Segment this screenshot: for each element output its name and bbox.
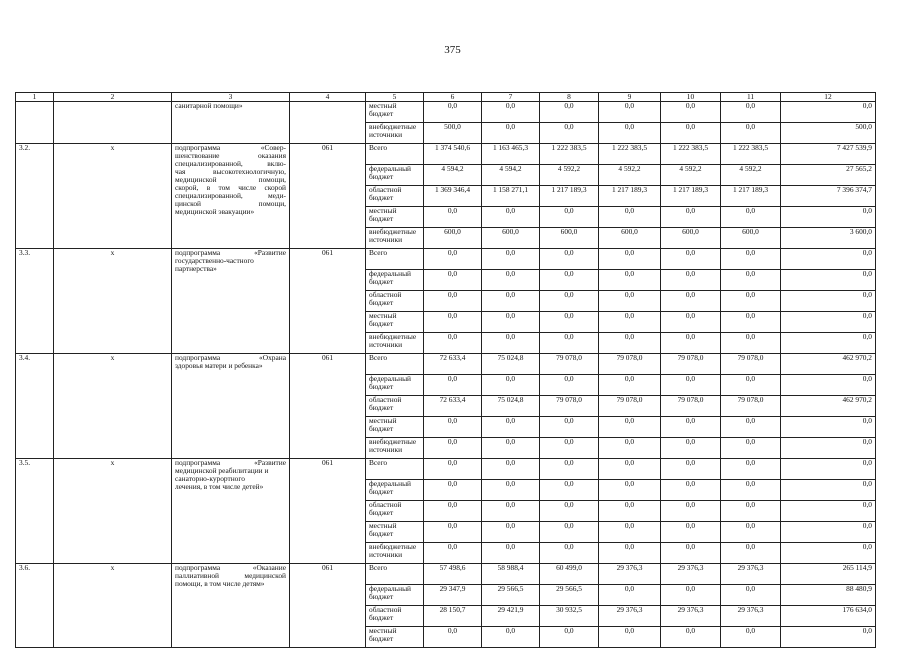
funding-source: Всего xyxy=(366,459,424,480)
value-cell: 29 376,3 xyxy=(721,606,781,627)
program-title-line: подпрограмма «Оказание xyxy=(175,563,286,572)
value-cell: 0,0 xyxy=(599,333,661,354)
value-cell: 0,0 xyxy=(599,312,661,333)
value-cell: 0,0 xyxy=(781,249,876,270)
table-row xyxy=(16,564,876,585)
program-title-line: цинской помощи, xyxy=(175,199,286,208)
value-cell: 79 078,0 xyxy=(540,354,599,375)
value-cell: 0,0 xyxy=(540,207,599,228)
header-cell: 1 xyxy=(16,93,54,102)
value-cell: 0,0 xyxy=(721,459,781,480)
value-cell: 0,0 xyxy=(781,438,876,459)
value-cell: 0,0 xyxy=(599,123,661,144)
value-cell: 0,0 xyxy=(661,480,721,501)
value-cell: 500,0 xyxy=(424,123,482,144)
value-cell: 1 222 383,5 xyxy=(540,144,599,165)
value-cell: 0,0 xyxy=(781,501,876,522)
value-cell: 1 217 189,3 xyxy=(599,186,661,207)
funding-source: местный бюджет xyxy=(366,207,424,228)
value-cell: 1 374 540,6 xyxy=(424,144,482,165)
value-cell: 75 024,8 xyxy=(482,354,540,375)
program-title xyxy=(172,564,290,648)
value-cell: 1 369 346,4 xyxy=(424,186,482,207)
value-cell: 29 376,3 xyxy=(721,564,781,585)
row-code: 3.6. xyxy=(16,564,54,648)
program-title-line: медицинской эвакуации» xyxy=(175,207,255,216)
funding-source: федеральный бюджет xyxy=(366,480,424,501)
value-cell: 1 222 383,5 xyxy=(661,144,721,165)
value-cell: 0,0 xyxy=(721,333,781,354)
program-title xyxy=(172,354,290,459)
value-cell: 30 932,5 xyxy=(540,606,599,627)
value-cell: 0,0 xyxy=(661,375,721,396)
value-cell: 0,0 xyxy=(482,102,540,123)
value-cell: 1 222 383,5 xyxy=(599,144,661,165)
funding-source: местный бюджет xyxy=(366,312,424,333)
value-cell: 0,0 xyxy=(661,543,721,564)
value-cell: 462 970,2 xyxy=(781,396,876,417)
row-marker: х xyxy=(54,249,172,354)
table-row xyxy=(16,144,876,165)
value-cell: 0,0 xyxy=(599,417,661,438)
value-cell: 0,0 xyxy=(540,417,599,438)
header-cell: 5 xyxy=(366,93,424,102)
value-cell: 79 078,0 xyxy=(661,396,721,417)
value-cell: 1 163 465,3 xyxy=(482,144,540,165)
program-title-line: санаторно-курортного xyxy=(175,474,245,483)
value-cell: 0,0 xyxy=(599,270,661,291)
value-cell: 0,0 xyxy=(721,585,781,606)
header-row xyxy=(16,93,876,102)
value-cell: 79 078,0 xyxy=(721,396,781,417)
value-cell: 0,0 xyxy=(482,459,540,480)
value-cell: 0,0 xyxy=(721,312,781,333)
value-cell: 0,0 xyxy=(599,102,661,123)
value-cell: 0,0 xyxy=(540,333,599,354)
value-cell: 0,0 xyxy=(482,522,540,543)
funding-source: внебюджетные источники xyxy=(366,438,424,459)
table-row xyxy=(16,354,876,375)
row-marker: х xyxy=(54,564,172,648)
value-cell: 75 024,8 xyxy=(482,396,540,417)
value-cell: 79 078,0 xyxy=(661,354,721,375)
program-title xyxy=(172,102,290,144)
value-cell: 600,0 xyxy=(721,228,781,249)
value-cell: 265 114,9 xyxy=(781,564,876,585)
value-cell: 0,0 xyxy=(661,438,721,459)
header-cell: 7 xyxy=(482,93,540,102)
value-cell: 0,0 xyxy=(482,543,540,564)
value-cell: 0,0 xyxy=(540,501,599,522)
value-cell: 0,0 xyxy=(482,480,540,501)
value-cell: 72 633,4 xyxy=(424,354,482,375)
value-cell: 29 347,9 xyxy=(424,585,482,606)
value-cell: 29 566,5 xyxy=(482,585,540,606)
value-cell: 0,0 xyxy=(599,459,661,480)
row-marker xyxy=(54,102,172,144)
program-title-line: подпрограмма «Совер- xyxy=(175,143,286,152)
value-cell: 0,0 xyxy=(540,123,599,144)
funding-source: федеральный бюджет xyxy=(366,375,424,396)
value-cell: 0,0 xyxy=(661,585,721,606)
value-cell: 0,0 xyxy=(721,102,781,123)
value-cell: 0,0 xyxy=(482,291,540,312)
header-cell: 8 xyxy=(540,93,599,102)
value-cell: 0,0 xyxy=(721,207,781,228)
program-title-line: шенствование оказания xyxy=(175,151,286,160)
value-cell: 0,0 xyxy=(540,102,599,123)
value-cell: 88 480,9 xyxy=(781,585,876,606)
funding-source: Всего xyxy=(366,249,424,270)
value-cell: 0,0 xyxy=(424,627,482,648)
value-cell: 0,0 xyxy=(781,375,876,396)
funding-source: федеральный бюджет xyxy=(366,270,424,291)
program-title-line: санитарной помощи» xyxy=(175,101,243,110)
value-cell: 4 594,2 xyxy=(482,165,540,186)
value-cell: 0,0 xyxy=(781,480,876,501)
program-title-line: медицинской реабилитации и xyxy=(175,466,269,475)
row-marker: х xyxy=(54,354,172,459)
value-cell: 0,0 xyxy=(482,249,540,270)
header-cell: 10 xyxy=(661,93,721,102)
value-cell: 0,0 xyxy=(781,627,876,648)
value-cell: 0,0 xyxy=(721,291,781,312)
value-cell: 0,0 xyxy=(540,249,599,270)
value-cell: 0,0 xyxy=(424,249,482,270)
funding-source: федеральный бюджет xyxy=(366,585,424,606)
owner-code: 061 xyxy=(290,354,366,459)
value-cell: 0,0 xyxy=(599,543,661,564)
value-cell: 4 592,2 xyxy=(721,165,781,186)
value-cell: 0,0 xyxy=(599,480,661,501)
value-cell: 1 217 189,3 xyxy=(721,186,781,207)
value-cell: 0,0 xyxy=(721,417,781,438)
value-cell: 0,0 xyxy=(721,270,781,291)
value-cell: 0,0 xyxy=(599,585,661,606)
value-cell: 0,0 xyxy=(781,417,876,438)
program-title-line: специализированной, вклю- xyxy=(175,159,286,168)
header-cell: 9 xyxy=(599,93,661,102)
value-cell: 0,0 xyxy=(661,522,721,543)
value-cell: 79 078,0 xyxy=(599,396,661,417)
value-cell: 0,0 xyxy=(661,123,721,144)
owner-code: 061 xyxy=(290,459,366,564)
funding-source: федеральный бюджет xyxy=(366,165,424,186)
funding-source: областной бюджет xyxy=(366,396,424,417)
value-cell: 79 078,0 xyxy=(599,354,661,375)
funding-source: местный бюджет xyxy=(366,102,424,123)
value-cell: 600,0 xyxy=(540,228,599,249)
value-cell: 0,0 xyxy=(424,102,482,123)
funding-source: внебюджетные источники xyxy=(366,228,424,249)
value-cell: 29 421,9 xyxy=(482,606,540,627)
owner-code: 061 xyxy=(290,249,366,354)
value-cell: 0,0 xyxy=(781,291,876,312)
value-cell: 0,0 xyxy=(781,459,876,480)
owner-code: 061 xyxy=(290,564,366,648)
value-cell: 0,0 xyxy=(424,291,482,312)
value-cell: 4 592,2 xyxy=(599,165,661,186)
value-cell: 0,0 xyxy=(599,249,661,270)
value-cell: 0,0 xyxy=(781,543,876,564)
value-cell: 0,0 xyxy=(721,522,781,543)
value-cell: 0,0 xyxy=(540,480,599,501)
value-cell: 0,0 xyxy=(661,207,721,228)
funding-source: внебюджетные источники xyxy=(366,333,424,354)
value-cell: 1 217 189,3 xyxy=(661,186,721,207)
value-cell: 0,0 xyxy=(482,270,540,291)
program-title-line: здоровья матери и ребенка» xyxy=(175,361,263,370)
value-cell: 0,0 xyxy=(721,123,781,144)
value-cell: 57 498,6 xyxy=(424,564,482,585)
value-cell: 0,0 xyxy=(599,375,661,396)
value-cell: 0,0 xyxy=(781,102,876,123)
program-title-line: помощи, в том числе детям» xyxy=(175,579,265,588)
value-cell: 0,0 xyxy=(781,312,876,333)
value-cell: 7 427 539,9 xyxy=(781,144,876,165)
value-cell: 0,0 xyxy=(540,627,599,648)
value-cell: 0,0 xyxy=(599,627,661,648)
program-title-line: скорой, в том числе скорой xyxy=(175,183,286,192)
header-cell: 6 xyxy=(424,93,482,102)
value-cell: 0,0 xyxy=(661,333,721,354)
value-cell: 0,0 xyxy=(482,375,540,396)
value-cell: 0,0 xyxy=(424,459,482,480)
value-cell: 462 970,2 xyxy=(781,354,876,375)
program-title-line: чая высокотехнологичную, xyxy=(175,167,286,176)
value-cell: 0,0 xyxy=(661,291,721,312)
value-cell: 4 592,2 xyxy=(540,165,599,186)
value-cell: 0,0 xyxy=(540,270,599,291)
value-cell: 0,0 xyxy=(721,375,781,396)
value-cell: 0,0 xyxy=(482,123,540,144)
value-cell: 0,0 xyxy=(599,438,661,459)
value-cell: 176 634,0 xyxy=(781,606,876,627)
header-cell: 11 xyxy=(721,93,781,102)
value-cell: 0,0 xyxy=(661,627,721,648)
value-cell: 0,0 xyxy=(781,207,876,228)
value-cell: 0,0 xyxy=(661,249,721,270)
value-cell: 600,0 xyxy=(599,228,661,249)
funding-source: местный бюджет xyxy=(366,417,424,438)
value-cell: 0,0 xyxy=(540,522,599,543)
value-cell: 0,0 xyxy=(599,501,661,522)
value-cell: 0,0 xyxy=(482,438,540,459)
value-cell: 1 222 383,5 xyxy=(721,144,781,165)
value-cell: 29 376,3 xyxy=(599,606,661,627)
value-cell: 0,0 xyxy=(661,459,721,480)
funding-source: внебюджетные источники xyxy=(366,123,424,144)
header-cell: 3 xyxy=(172,93,290,102)
value-cell: 0,0 xyxy=(424,522,482,543)
program-title-line: партнерства» xyxy=(175,264,217,273)
value-cell: 0,0 xyxy=(424,270,482,291)
value-cell: 0,0 xyxy=(424,438,482,459)
value-cell: 1 158 271,1 xyxy=(482,186,540,207)
value-cell: 0,0 xyxy=(424,480,482,501)
header-cell: 4 xyxy=(290,93,366,102)
program-title-line: медицинской помощи, xyxy=(175,175,286,184)
funding-source: Всего xyxy=(366,144,424,165)
program-title-line: государственно-частного xyxy=(175,256,254,265)
value-cell: 0,0 xyxy=(599,291,661,312)
value-cell: 0,0 xyxy=(661,417,721,438)
owner-code xyxy=(290,102,366,144)
value-cell: 0,0 xyxy=(540,438,599,459)
value-cell: 0,0 xyxy=(661,102,721,123)
value-cell: 0,0 xyxy=(721,627,781,648)
value-cell: 0,0 xyxy=(482,207,540,228)
value-cell: 0,0 xyxy=(721,249,781,270)
header-cell: 12 xyxy=(781,93,876,102)
value-cell: 0,0 xyxy=(540,375,599,396)
row-marker: х xyxy=(54,144,172,249)
row-code: 3.3. xyxy=(16,249,54,354)
value-cell: 0,0 xyxy=(424,207,482,228)
row-code xyxy=(16,102,54,144)
value-cell: 0,0 xyxy=(540,291,599,312)
program-title xyxy=(172,249,290,354)
funding-source: областной бюджет xyxy=(366,291,424,312)
value-cell: 0,0 xyxy=(661,270,721,291)
value-cell: 0,0 xyxy=(781,270,876,291)
page-number: 375 xyxy=(444,44,461,56)
value-cell: 0,0 xyxy=(599,522,661,543)
value-cell: 600,0 xyxy=(482,228,540,249)
budget-table xyxy=(15,92,876,648)
value-cell: 0,0 xyxy=(540,312,599,333)
owner-code: 061 xyxy=(290,144,366,249)
value-cell: 4 592,2 xyxy=(661,165,721,186)
value-cell: 0,0 xyxy=(661,312,721,333)
value-cell: 29 376,3 xyxy=(661,606,721,627)
funding-source: местный бюджет xyxy=(366,627,424,648)
program-title-line: подпрограмма «Развитие xyxy=(175,248,286,257)
value-cell: 0,0 xyxy=(661,501,721,522)
value-cell: 60 499,0 xyxy=(540,564,599,585)
value-cell: 0,0 xyxy=(424,375,482,396)
value-cell: 0,0 xyxy=(781,333,876,354)
row-code: 3.5. xyxy=(16,459,54,564)
program-title xyxy=(172,144,290,249)
value-cell: 600,0 xyxy=(424,228,482,249)
value-cell: 500,0 xyxy=(781,123,876,144)
value-cell: 29 566,5 xyxy=(540,585,599,606)
value-cell: 72 633,4 xyxy=(424,396,482,417)
value-cell: 0,0 xyxy=(781,522,876,543)
value-cell: 600,0 xyxy=(661,228,721,249)
funding-source: Всего xyxy=(366,354,424,375)
value-cell: 0,0 xyxy=(424,333,482,354)
value-cell: 0,0 xyxy=(424,312,482,333)
value-cell: 3 600,0 xyxy=(781,228,876,249)
value-cell: 0,0 xyxy=(482,417,540,438)
value-cell: 0,0 xyxy=(424,501,482,522)
value-cell: 0,0 xyxy=(424,543,482,564)
value-cell: 0,0 xyxy=(721,438,781,459)
header-cell: 2 xyxy=(54,93,172,102)
value-cell: 0,0 xyxy=(540,459,599,480)
program-title-line: паллиативной медицинской xyxy=(175,571,286,580)
funding-source: областной бюджет xyxy=(366,501,424,522)
program-title-line: подпрограмма «Развитие xyxy=(175,458,286,467)
funding-source: областной бюджет xyxy=(366,186,424,207)
row-marker: х xyxy=(54,459,172,564)
row-code: 3.2. xyxy=(16,144,54,249)
value-cell: 27 565,2 xyxy=(781,165,876,186)
value-cell: 0,0 xyxy=(721,543,781,564)
value-cell: 0,0 xyxy=(482,333,540,354)
value-cell: 1 217 189,3 xyxy=(540,186,599,207)
table-row xyxy=(16,459,876,480)
value-cell: 0,0 xyxy=(482,312,540,333)
value-cell: 7 396 374,7 xyxy=(781,186,876,207)
program-title-line: подпрограмма «Охрана xyxy=(175,353,286,362)
value-cell: 0,0 xyxy=(482,501,540,522)
program-title-line: лечения, в том числе детей» xyxy=(175,482,264,491)
program-title xyxy=(172,459,290,564)
value-cell: 79 078,0 xyxy=(540,396,599,417)
value-cell: 0,0 xyxy=(599,207,661,228)
value-cell: 58 988,4 xyxy=(482,564,540,585)
funding-source: местный бюджет xyxy=(366,522,424,543)
value-cell: 79 078,0 xyxy=(721,354,781,375)
table-row xyxy=(16,249,876,270)
value-cell: 0,0 xyxy=(482,627,540,648)
value-cell: 0,0 xyxy=(424,417,482,438)
value-cell: 4 594,2 xyxy=(424,165,482,186)
value-cell: 0,0 xyxy=(540,543,599,564)
value-cell: 0,0 xyxy=(721,480,781,501)
funding-source: Всего xyxy=(366,564,424,585)
funding-source: областной бюджет xyxy=(366,606,424,627)
value-cell: 28 150,7 xyxy=(424,606,482,627)
value-cell: 29 376,3 xyxy=(661,564,721,585)
table-row xyxy=(16,102,876,123)
program-title-line: специализированной, меди- xyxy=(175,191,286,200)
table-body xyxy=(16,93,876,648)
value-cell: 29 376,3 xyxy=(599,564,661,585)
funding-source: внебюджетные источники xyxy=(366,543,424,564)
value-cell: 0,0 xyxy=(721,501,781,522)
row-code: 3.4. xyxy=(16,354,54,459)
